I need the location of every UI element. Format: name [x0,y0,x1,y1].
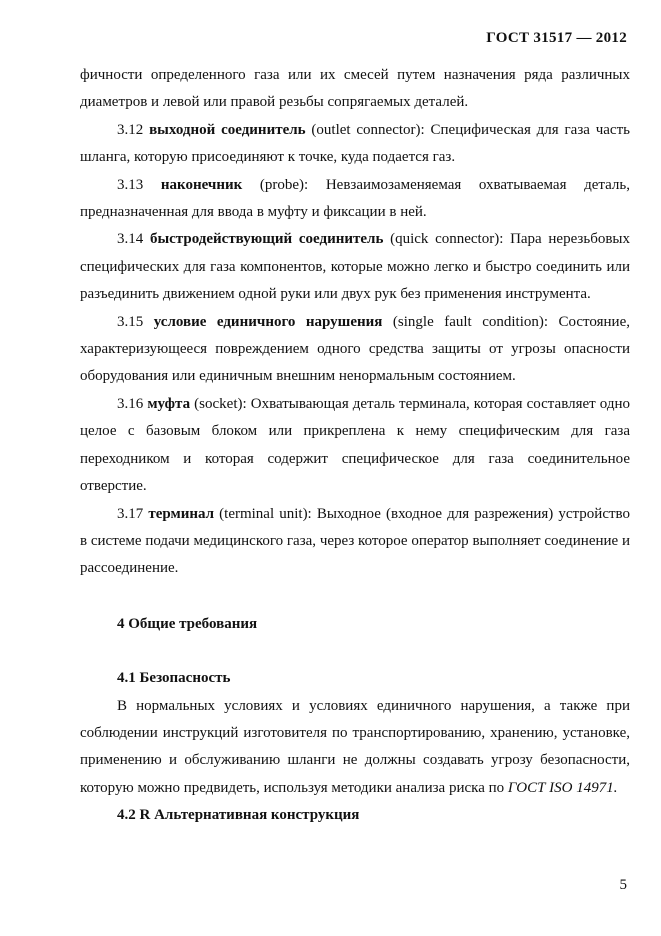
definition-3-13 [80,172,630,227]
definition-term: условие единичного нарушения [153,313,383,330]
definition-number: 3.12 [117,121,144,138]
definition-number: 3.16 [117,395,144,412]
definition-number: 3.14 [117,231,144,248]
intro-paragraph: фичности определенного газа или их смесей путем назначения ряда различных диаметров и левой или правой резьбы сопрягаемых деталей. [80,67,630,111]
definition-number: 3.13 [117,176,144,193]
definition-text: (terminal unit): Выходное (входное для разрежения) устройство в системе подачи медицинского газа, через которое оператор выполняет соединение и рассоединение. [80,505,631,577]
definition-term: муфта [147,395,191,412]
section-4-heading: 4 Общие требования [117,615,258,632]
definition-text: (single fault condition): Состояние, характеризующееся повреждением одного средства защиты от угрозы опасности оборудования или единичным внешним ненормальным состоянием. [80,313,630,385]
document-body [80,62,630,830]
definition-3-16 [80,391,630,501]
definition-3-14 [80,226,630,308]
page-number: 5 [619,877,627,893]
standard-reference: ГОСТ ISO 14971. [507,779,618,796]
definition-term: терминал [148,505,215,522]
section-4-1-paragraph [80,693,630,803]
definition-term: наконечник [160,176,243,193]
section-4-1-text: В нормальных условиях и условиях единичного нарушения, а также при соблюдении инструкций изготовителя по транспортированию, хранению, установке, применению и обслуживанию шланги не должны создавать угрозу безопасности, которую можно предвидеть, используя методики анализа риска по [80,697,630,796]
definition-text: (socket): Охватывающая деталь терминала, которая составляет одно целое с базовым блоком или прикреплена к нему специфическим для газа переходником и которая содержит специфическое для газа соединительное отверстие. [80,395,630,495]
definition-term: быстродействующий соединитель [149,231,384,248]
section-4-1-heading: 4.1 Безопасность [117,670,231,687]
document-header: ГОСТ 31517 — 2012 [486,30,627,46]
definition-text: (probe): Невзаимозаменяемая охватываемая деталь, предназначенная для ввода в муфту и фиксации в ней. [80,176,630,221]
definition-number: 3.15 [117,313,144,330]
spacer [80,583,630,611]
definition-text: (outlet connector): Специфическая для газа часть шланга, которую присоединяют к точке, куда подается газ. [80,121,630,166]
definition-3-15 [80,309,630,391]
definition-number: 3.17 [117,505,144,522]
definition-term: выходной соединитель [149,121,306,138]
definition-text: (quick connector): Пара нерезьбовых специфических для газа компонентов, которые можно легко и быстро соединить или разъединить движением одной руки или двух рук без применения инструмента. [80,231,630,303]
definition-3-12 [80,117,630,172]
section-4-2-heading: 4.2 R Альтернативная конструкция [117,807,360,824]
definition-3-17 [80,501,630,583]
spacer [80,638,630,665]
